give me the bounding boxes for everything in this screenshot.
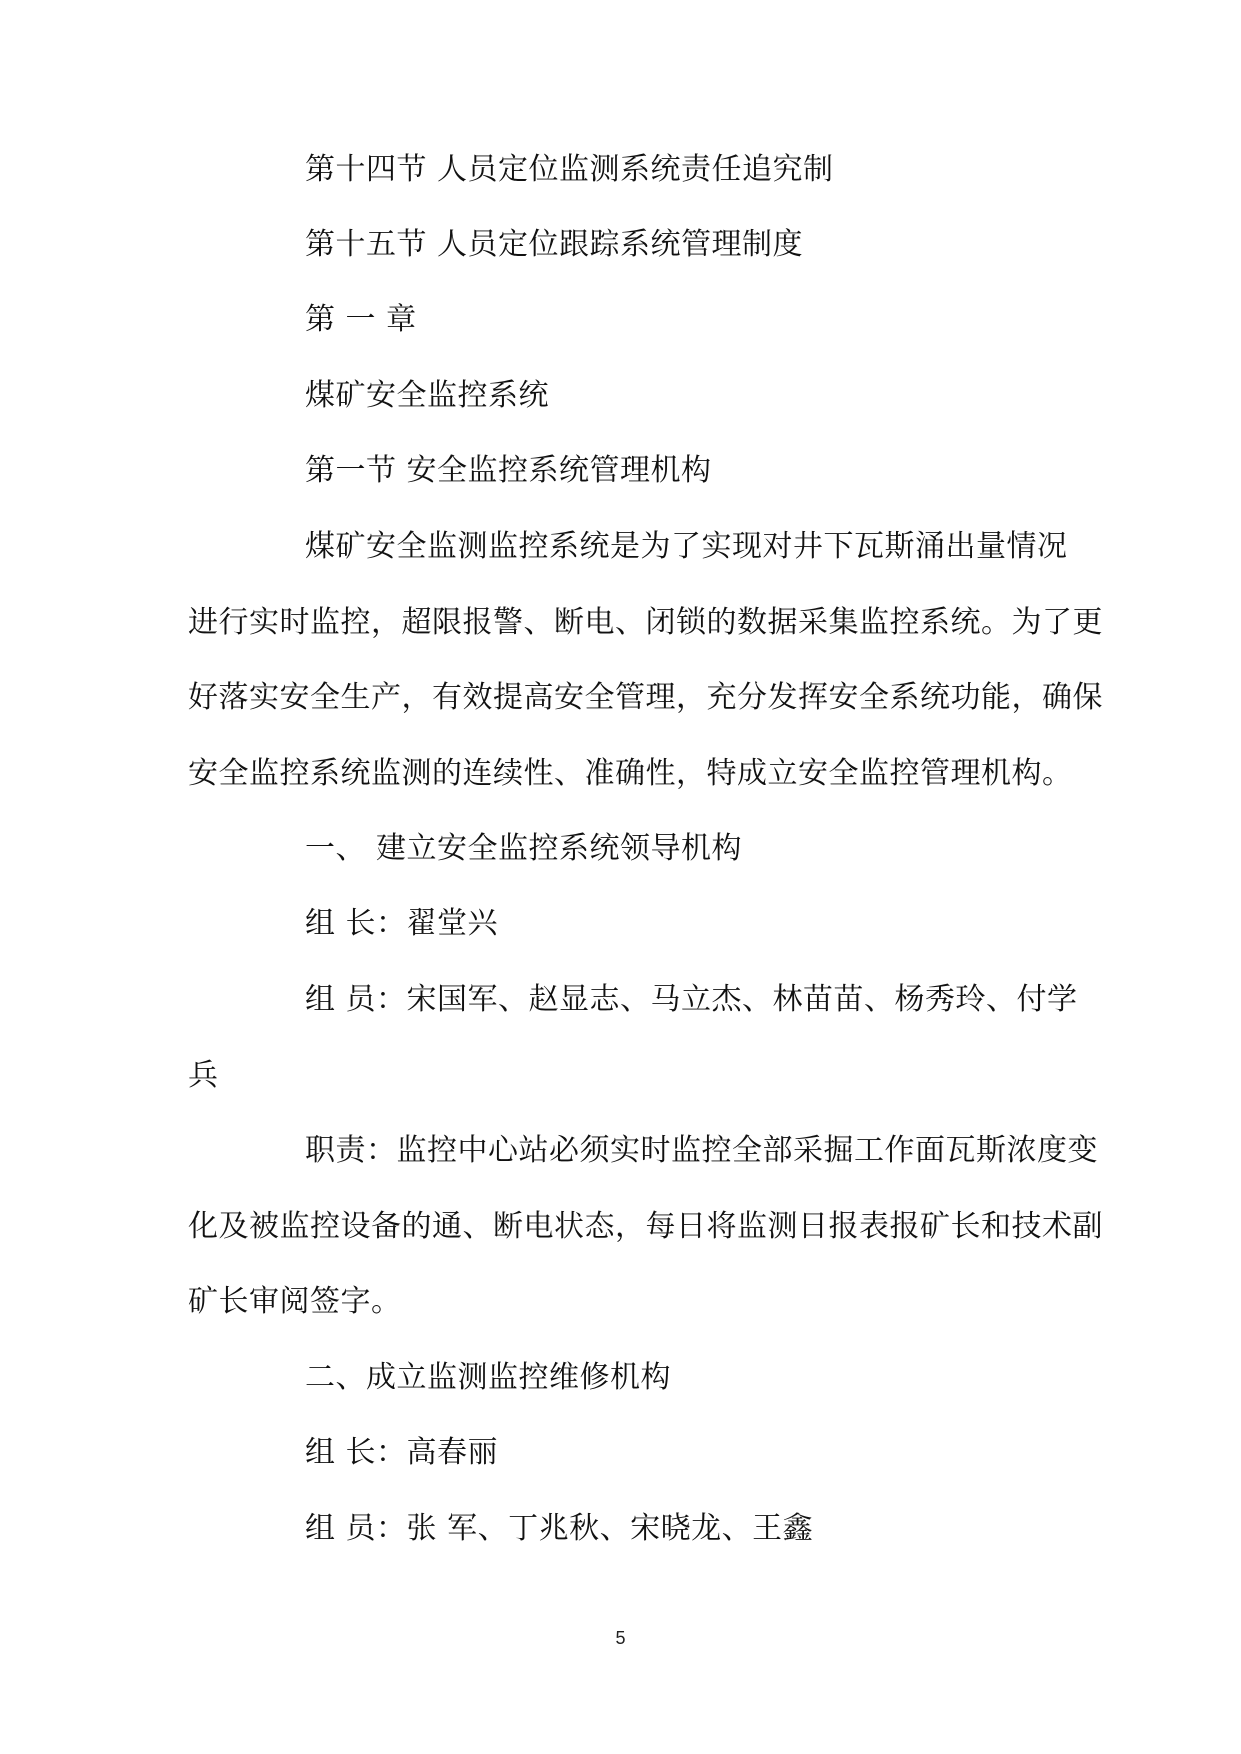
- chapter-heading: 第 一 章: [305, 302, 417, 337]
- toc-entry-section-14: 第十四节 人员定位监测系统责任追究制: [305, 152, 834, 187]
- body-paragraph-line: 煤矿安全监测监控系统是为了实现对井下瓦斯涌出量情况: [305, 529, 1068, 564]
- group-leader-line: 组 长：高春丽: [305, 1435, 499, 1470]
- body-paragraph-line: 安全监控系统监测的连续性、准确性，特成立安全监控管理机构。: [188, 756, 1073, 791]
- duties-paragraph-line: 矿长审阅签字。: [188, 1284, 402, 1319]
- subsection-heading-leadership: 一、 建立安全监控系统领导机构: [305, 831, 743, 866]
- group-members-line: 组 员：张 军、丁兆秋、宋晓龙、王鑫: [305, 1511, 814, 1546]
- body-paragraph-line: 好落实安全生产，有效提高安全管理，充分发挥安全系统功能，确保: [188, 680, 1103, 715]
- subsection-heading-maintenance: 二、成立监测监控维修机构: [305, 1360, 671, 1395]
- duties-paragraph-line: 职责：监控中心站必须实时监控全部采掘工作面瓦斯浓度变: [305, 1133, 1098, 1168]
- group-members-line: 组 员：宋国军、赵显志、马立杰、林苗苗、杨秀玲、付学: [305, 982, 1078, 1017]
- section-heading: 第一节 安全监控系统管理机构: [305, 453, 712, 488]
- group-members-line-continued: 兵: [188, 1058, 219, 1093]
- chapter-title: 煤矿安全监控系统: [305, 378, 549, 413]
- page-number: 5: [615, 1628, 626, 1648]
- body-paragraph-line: 进行实时监控，超限报警、断电、闭锁的数据采集监控系统。为了更: [188, 605, 1103, 640]
- toc-entry-section-15: 第十五节 人员定位跟踪系统管理制度: [305, 227, 804, 262]
- duties-paragraph-line: 化及被监控设备的通、断电状态，每日将监测日报表报矿长和技术副: [188, 1209, 1103, 1244]
- group-leader-line: 组 长：翟堂兴: [305, 906, 499, 941]
